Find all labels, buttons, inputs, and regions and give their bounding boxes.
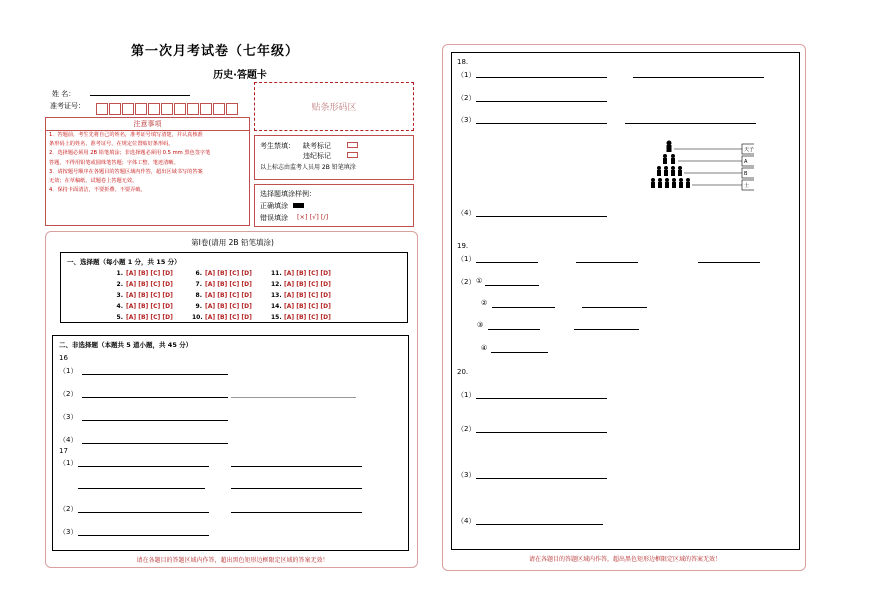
answer-line[interactable] <box>476 432 607 433</box>
answer-line[interactable] <box>476 123 607 124</box>
answer-page-right <box>442 44 806 571</box>
exam-marks-box <box>254 135 414 180</box>
q16-p3-label: （3） <box>59 413 78 421</box>
wrong-marks: [×] [√] [/] <box>297 213 329 221</box>
feudal-pyramid-diagram <box>644 137 754 193</box>
answer-line[interactable] <box>82 397 228 398</box>
footer-note: 请在各题目的答题区域内作答，超出黑色矩形边框限定区域的答案无效！ <box>136 557 329 564</box>
choice-col-2 <box>192 268 252 323</box>
answer-line[interactable] <box>78 466 209 467</box>
circle-num: ① <box>476 277 483 285</box>
answer-line[interactable] <box>78 512 209 513</box>
choice-row[interactable]: 15. [A] [B] [C] [D] <box>271 314 331 321</box>
id-label: 准考证号： <box>50 102 85 110</box>
q18-p3-label: （3） <box>457 116 476 124</box>
choice-col-3 <box>271 268 331 323</box>
pyramid-label: 天子 <box>744 147 754 153</box>
barcode-text: 贴条形码区 <box>311 103 357 113</box>
q20-p1-label: （1） <box>457 391 476 399</box>
notice-item: 无效；在草稿纸、试题卷上答题无效。 <box>49 178 138 185</box>
answer-line[interactable] <box>485 285 539 286</box>
answer-line[interactable] <box>231 512 362 513</box>
answer-line[interactable] <box>78 488 205 489</box>
q17-p1-label: （1） <box>59 459 78 467</box>
pyramid-figures <box>651 141 690 189</box>
answer-line[interactable] <box>491 352 548 353</box>
circle-num: ② <box>481 299 488 307</box>
answer-line[interactable] <box>78 535 209 536</box>
filled-mark-sample <box>293 203 304 208</box>
notice-item: 3．请按题号顺序在各题目的答题区域内作答，超出区域书写的答案 <box>49 168 203 175</box>
exam-marks-label: 考生禁填： <box>260 142 295 150</box>
q20-p3-label: （3） <box>457 471 476 479</box>
choice-row[interactable]: 3. [A] [B] [C] [D] <box>116 292 173 299</box>
fill-wrong-label: 错误填涂 <box>260 214 288 222</box>
answer-line[interactable] <box>576 262 638 263</box>
nonchoice-box <box>52 335 409 551</box>
choice-row[interactable]: 9. [A] [B] [C] [D] <box>195 303 252 310</box>
q19-label: 19. <box>457 242 469 250</box>
q19-p1-label: （1） <box>457 255 476 263</box>
q18-p1-label: （1） <box>457 71 476 79</box>
answer-line[interactable] <box>476 478 607 479</box>
pyramid-connectors <box>674 149 742 185</box>
choice-row[interactable]: 12. [A] [B] [C] [D] <box>271 281 331 288</box>
answer-line[interactable] <box>82 420 228 421</box>
violation-checkbox[interactable] <box>347 152 358 158</box>
answer-line[interactable] <box>488 329 540 330</box>
answer-line[interactable] <box>476 398 607 399</box>
notice-box <box>45 117 250 226</box>
choice-row[interactable]: 2. [A] [B] [C] [D] <box>116 281 173 288</box>
answer-line[interactable] <box>476 216 607 217</box>
q16-p2-label: （2） <box>59 390 78 398</box>
q20-p4-label: （4） <box>457 517 476 525</box>
answer-line[interactable] <box>231 488 362 489</box>
choice-col-1 <box>113 268 173 323</box>
choice-row[interactable]: 10. [A] [B] [C] [D] <box>192 314 252 321</box>
choice-row[interactable]: 14. [A] [B] [C] [D] <box>271 303 331 310</box>
q18-p2-label: （2） <box>457 94 476 102</box>
answer-line[interactable] <box>633 77 764 78</box>
q17-p2-label: （2） <box>59 505 78 513</box>
circle-num: ④ <box>481 344 488 352</box>
notice-item: 2．选择题必须用 2B 铅笔填涂；非选择题必须用 0.5 mm 黑色签字笔 <box>49 150 211 157</box>
q18-p4-label: （4） <box>457 209 476 217</box>
notice-item: 答题，不得用铅笔或圆珠笔答题；字体工整、笔迹清晰。 <box>49 159 179 166</box>
exam-marks-note: 以上标志由监考人员用 2B 铅笔填涂 <box>260 164 356 171</box>
q16-label: 16 <box>59 354 68 362</box>
nonchoice-heading: 二、非选择题（本题共 5 道小题，共 45 分） <box>59 341 193 349</box>
notice-item: 1．答题前，考生先将自己的姓名，准考证号填写清楚，并认真核准 <box>49 132 203 138</box>
page-title: 第一次月考试卷（七年级） <box>130 44 299 59</box>
choice-row[interactable]: 8. [A] [B] [C] [D] <box>195 292 252 299</box>
notice-item: 条形码上的姓名、准考证号，在规定位置贴好条形码。 <box>49 141 174 148</box>
q19-p2-label: （2） <box>457 278 476 286</box>
answer-line[interactable] <box>476 77 607 78</box>
answer-line[interactable] <box>82 374 228 375</box>
answer-line[interactable] <box>698 262 760 263</box>
answer-line[interactable] <box>625 123 756 124</box>
fill-sample-box <box>254 184 414 227</box>
pyramid-label: B <box>744 171 748 177</box>
choice-row[interactable]: 6. [A] [B] [C] [D] <box>195 270 252 277</box>
answer-line[interactable] <box>82 443 228 444</box>
absent-label: 缺考标记 <box>303 142 331 150</box>
pyramid-label: A <box>744 159 748 165</box>
answer-line[interactable] <box>492 307 555 308</box>
pyramid-label: 士 <box>744 183 750 189</box>
section1-heading: 第Ⅰ卷(请用 2B 铅笔填涂) <box>191 238 274 247</box>
notice-heading: 注意事项 <box>46 118 249 131</box>
footer-note: 请在各题目的答题区域内作答，超出黑色矩形边框限定区域的答案无效！ <box>528 556 721 563</box>
answer-line[interactable] <box>476 101 607 102</box>
answer-line[interactable] <box>231 397 356 398</box>
answer-line[interactable] <box>476 262 538 263</box>
answer-page-left <box>45 231 418 568</box>
choice-row[interactable]: 11. [A] [B] [C] [D] <box>271 270 331 277</box>
q20-label: 20. <box>457 368 469 376</box>
q20-p2-label: （2） <box>457 425 476 433</box>
fill-correct-label: 正确填涂 <box>260 202 288 210</box>
q18-label: 18. <box>457 58 469 66</box>
absent-checkbox[interactable] <box>347 142 358 148</box>
q17-p3-label: （3） <box>59 528 78 536</box>
violation-label: 违纪标记 <box>303 152 331 160</box>
q16-p1-label: （1） <box>59 367 78 375</box>
choice-row[interactable]: 5. [A] [B] [C] [D] <box>116 314 173 321</box>
fill-sample-heading: 选择题填涂样例： <box>260 190 316 198</box>
choice-heading: 一、选择题（每小题 1 分，共 15 分） <box>67 258 181 266</box>
choice-row[interactable]: 1. [A] [B] [C] [D] <box>116 270 173 277</box>
choice-row[interactable]: 13. [A] [B] [C] [D] <box>271 292 331 299</box>
answer-line[interactable] <box>231 466 362 467</box>
choice-row[interactable]: 4. [A] [B] [C] [D] <box>116 303 173 310</box>
page-subtitle: 历史·答题卡 <box>213 70 267 81</box>
answer-line[interactable] <box>476 524 603 525</box>
right-answer-box <box>451 52 800 550</box>
q16-p4-label: （4） <box>59 436 78 444</box>
circle-num: ③ <box>477 321 484 329</box>
answer-line[interactable] <box>582 307 647 308</box>
barcode-area <box>254 82 414 131</box>
q17-label: 17 <box>59 447 68 455</box>
answer-line[interactable] <box>574 329 639 330</box>
name-label: 姓 名： <box>52 90 76 98</box>
notice-item: 4．保持卡面清洁，不要折叠、不要弄破。 <box>49 187 146 194</box>
name-field[interactable] <box>90 95 190 96</box>
choice-box <box>60 252 408 323</box>
choice-row[interactable]: 7. [A] [B] [C] [D] <box>195 281 252 288</box>
